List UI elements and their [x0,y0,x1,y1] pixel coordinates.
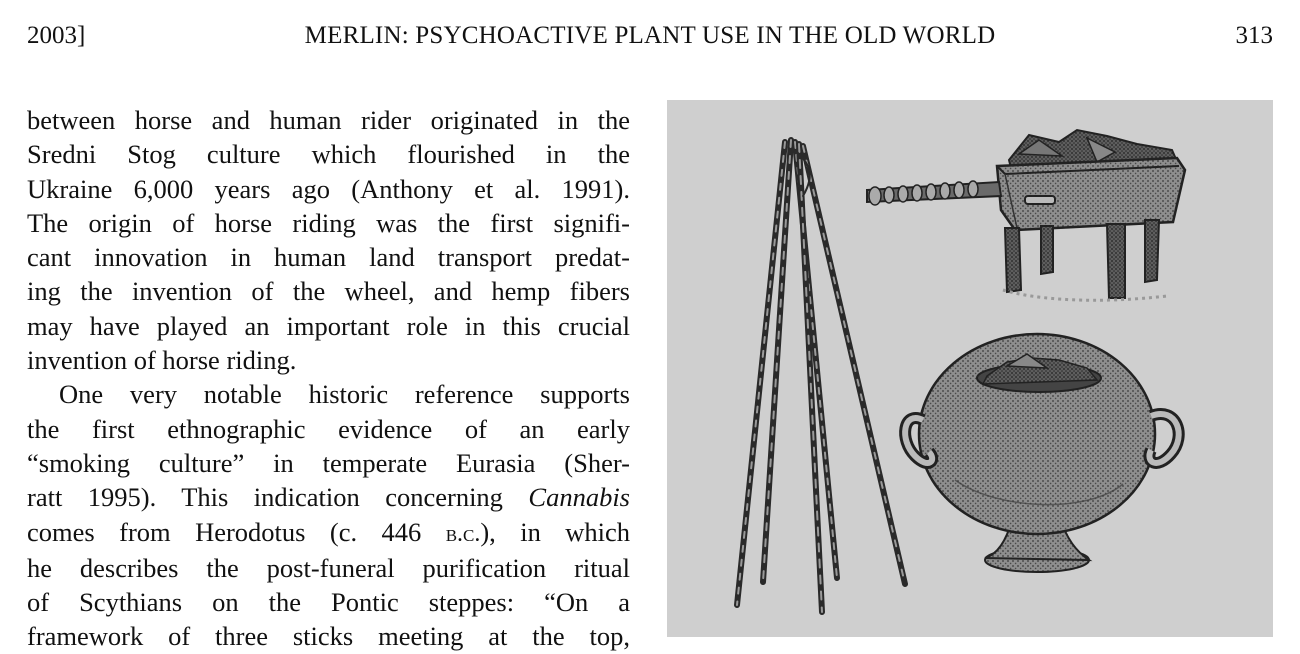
text-column [27,103,630,654]
small-caps-era: b.c. [445,520,481,547]
tripod-sticks [737,140,905,612]
header-running-title: MERLIN: PSYCHOACTIVE PLANT USE IN THE OLD WORLD [304,22,996,49]
text-segment: ratt 1995). This indication concerning [27,482,529,513]
text-line: between horse and human rider originated in the [27,105,630,135]
text-line: “smoking culture” in temperate Eurasia (Sher- [27,447,630,478]
figure-drawing [667,100,1273,637]
header-year: 2003] [27,22,86,49]
running-header [27,20,1273,52]
text-line: cant innovation in human land transport predat- [27,242,630,273]
text-line: framework of three sticks meeting at the top, [27,621,630,652]
text-line: of Scythians on the Pontic steppes: “On a [27,587,630,618]
paragraph-herodotus [27,377,630,653]
italic-term-cannabis: Cannabis [528,482,630,513]
text-line [27,515,630,551]
text-segment: ), in which [480,516,631,547]
text-line: ing the invention of the wheel, and hemp fibers [27,276,630,307]
text-line [27,480,630,514]
text-line: One very notable historic reference supports [59,379,630,410]
text-line: may have played an important role in this crucial [27,310,630,341]
cauldron-with-stones [905,334,1179,572]
brazier-with-stones [867,130,1185,300]
text-segment: comes from Herodotus (c. 446 [27,516,446,547]
text-line: Sredni Stog culture which flourished in the [27,139,630,170]
figure-illustration [667,100,1273,637]
text-line: invention of horse riding. [27,345,297,376]
header-page-number: 313 [1235,22,1273,49]
paragraph-horse-riding [27,103,630,377]
text-line: Ukraine 6,000 years ago (Anthony et al. 1991). [27,173,630,204]
text-line: The origin of horse riding was the first signifi- [27,207,630,238]
text-line: the first ethnographic evidence of an early [27,413,630,444]
text-line: he describes the post-funeral purification ritual [27,552,630,583]
